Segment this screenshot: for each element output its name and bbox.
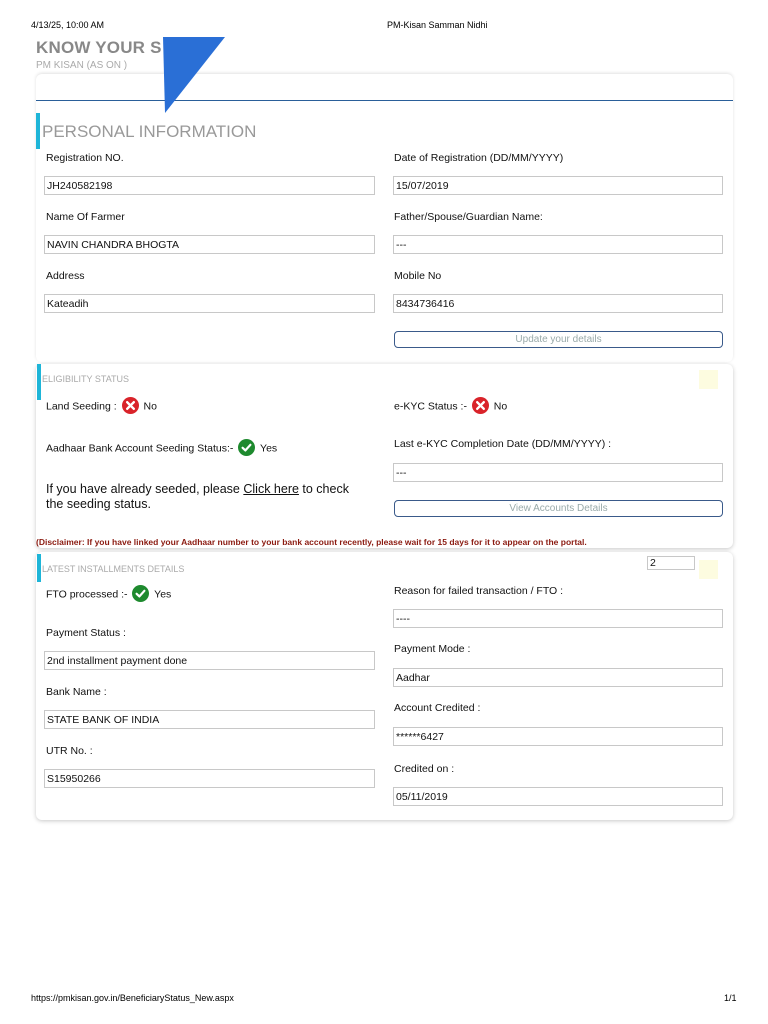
section-title-personal: PERSONAL INFORMATION: [42, 122, 257, 141]
last-ekyc-label: Last e-KYC Completion Date (DD/MM/YYYY) :: [394, 438, 612, 450]
reg-date-label: Date of Registration (DD/MM/YYYY): [394, 152, 564, 164]
farmer-name-label: Name Of Farmer: [46, 211, 125, 223]
registration-label: Registration NO.: [46, 152, 124, 164]
print-url: https://pmkisan.gov.in/BeneficiaryStatus_New.aspx: [31, 993, 234, 1003]
bank-name-field[interactable]: STATE BANK OF INDIA: [44, 710, 375, 729]
address-label: Address: [46, 270, 85, 282]
aadhaar-seeding-value: Yes: [260, 442, 278, 455]
section-accent-bar: [37, 554, 41, 582]
mobile-field[interactable]: 8434736416: [393, 294, 723, 313]
page-title: KNOW YOUR S: [36, 38, 162, 57]
cross-icon: [122, 397, 139, 414]
print-datetime: 4/13/25, 10:00 AM: [31, 20, 105, 30]
reason-field[interactable]: ----: [393, 609, 723, 628]
section-accent-bar: [37, 364, 41, 400]
land-seeding-status: [46, 398, 157, 415]
utr-label: UTR No. :: [46, 745, 93, 757]
disclaimer-text: (Disclaimer: If you have linked your Aadhaar number to your bank account recently, please wait for 15 days for it to appear on the portal.: [36, 537, 587, 547]
fto-label: FTO processed :-: [46, 588, 128, 601]
guardian-field[interactable]: ---: [393, 235, 723, 254]
farmer-name-field[interactable]: NAVIN CHANDRA BHOGTA: [44, 235, 375, 254]
check-icon: [132, 585, 149, 602]
fto-value: Yes: [154, 588, 172, 601]
seeding-text-pre: If you have already seeded, please: [46, 482, 244, 496]
nav-rule: [36, 100, 733, 101]
collapse-toggle[interactable]: [699, 560, 718, 579]
seeding-instruction: [46, 482, 366, 512]
section-title-installments: LATEST INSTALLMENTS DETAILS: [42, 564, 185, 574]
aadhaar-seeding-label: Aadhaar Bank Account Seeding Status:-: [46, 442, 234, 455]
bank-name-label: Bank Name :: [46, 686, 107, 698]
account-credited-field[interactable]: ******6427: [393, 727, 723, 746]
view-accounts-button[interactable]: View Accounts Details: [394, 500, 723, 517]
last-ekyc-field[interactable]: ---: [393, 463, 723, 482]
page-subtitle: PM KISAN (AS ON ): [36, 60, 128, 71]
ekyc-status: [394, 398, 507, 415]
payment-status-field[interactable]: 2nd installment payment done: [44, 651, 375, 670]
collapse-toggle[interactable]: [699, 370, 718, 389]
section-accent-bar: [36, 113, 40, 149]
registration-field[interactable]: JH240582198: [44, 176, 375, 195]
land-seeding-label: Land Seeding :: [46, 400, 117, 413]
mobile-label: Mobile No: [394, 270, 442, 282]
payment-mode-field[interactable]: Aadhar: [393, 668, 723, 687]
reason-label: Reason for failed transaction / FTO :: [394, 585, 564, 597]
personal-info-card: [36, 74, 733, 362]
credited-on-label: Credited on :: [394, 763, 455, 775]
cross-icon: [472, 397, 489, 414]
fto-status: [46, 586, 171, 603]
address-field[interactable]: Kateadih: [44, 294, 375, 313]
account-credited-label: Account Credited :: [394, 702, 481, 714]
aadhaar-seeding-status: [46, 440, 277, 457]
ekyc-label: e-KYC Status :-: [394, 400, 467, 413]
print-doc-title: PM-Kisan Samman Nidhi: [387, 20, 488, 30]
check-seeding-link[interactable]: Click here: [243, 482, 299, 496]
installment-selector[interactable]: 2: [647, 556, 695, 570]
guardian-label: Father/Spouse/Guardian Name:: [394, 211, 543, 223]
payment-mode-label: Payment Mode :: [394, 643, 471, 655]
payment-status-label: Payment Status :: [46, 627, 126, 639]
print-page-number: 1/1: [724, 993, 737, 1003]
land-seeding-value: No: [143, 400, 157, 413]
check-icon: [238, 439, 255, 456]
ekyc-value: No: [493, 400, 508, 413]
corner-triangle: [163, 37, 225, 113]
seeding-text-post: to check the seeding status.: [46, 482, 349, 511]
utr-field[interactable]: S15950266: [44, 769, 375, 788]
reg-date-field[interactable]: 15/07/2019: [393, 176, 723, 195]
section-title-eligibility: ELIGIBILITY STATUS: [42, 374, 130, 384]
update-details-button[interactable]: Update your details: [394, 331, 723, 348]
credited-on-field[interactable]: 05/11/2019: [393, 787, 723, 806]
